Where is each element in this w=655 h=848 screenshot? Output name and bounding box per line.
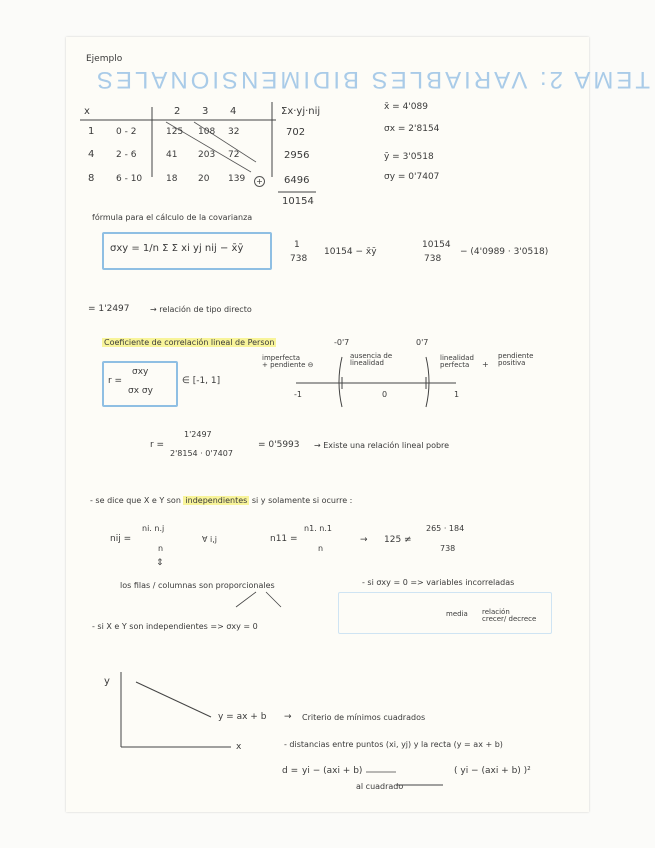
calc-r-label: r = [150,440,165,450]
pearson-denominator: σx σy [128,386,153,396]
plot-y-axis-label: y [104,676,110,687]
d-expression: yi − (axi + b) [302,766,363,776]
d-label: d = [282,766,299,776]
table-y-header: 2 [174,106,181,117]
check-numerator: 265 · 184 [426,524,465,533]
table-cell: 125 [166,127,184,137]
label-absence: ausencia de linealidad [350,352,393,367]
check-not-equal: ≠ [404,535,412,545]
distances-note: - distancias entre puntos (xi, yj) y la recta (y = ax + b) [284,740,503,749]
label-perfect: linealidad perfecta [440,354,474,369]
covariance-formula: σxy = 1/n Σ Σ xi yj nij − x̄ȳ [110,243,244,254]
plus-word: + [482,360,489,369]
sd-x: σx = 2'8154 [384,124,440,134]
table-cell: 20 [198,174,210,184]
check-value: 125 [384,535,402,545]
calc-numerator: 1'2497 [184,430,212,439]
axis-min: -1 [294,390,302,399]
independence-highlight: independientes [185,496,248,505]
pearson-interval: ∈ [-1, 1] [182,376,221,386]
squared-label: al cuadrado [356,782,404,791]
table-row-value: 1 [88,126,95,137]
rows-cols-note: los filas / columnas son proporcionales [120,581,275,590]
pearson-heading [102,339,276,347]
table-sum-header: Σx·yj·nij [281,106,321,117]
relation-label: relación crecer/ decrece [482,608,537,623]
calc-note: → Existe una relación lineal pobre [314,441,450,450]
arrow: → [360,535,368,545]
forall: ∀ i,j [202,535,218,544]
table-cell: 108 [198,127,216,137]
mean-y: ȳ = 3'0518 [384,152,434,162]
fraction-denominator: 738 [424,254,442,264]
covariance-minus-term: − (4'0989 · 3'0518) [460,247,549,257]
check-denominator: 738 [440,544,456,553]
calc-denominator: 2'8154 · 0'7407 [170,449,233,458]
arrow: → [284,712,292,722]
table-cell: 32 [228,127,240,137]
table-cell: 41 [166,150,178,160]
calc-result: = 0'5993 [258,440,300,450]
example-label: Ejemplo [86,54,123,64]
page-title: TEMA 2: VARIABLES BIDIMENSIONALES [94,66,651,93]
plus-circle: + [254,176,265,187]
nij-numerator: ni. n.j [142,524,165,533]
covariance-caption: fórmula para el cálculo de la covarianza [92,213,253,222]
media-label: media [446,610,468,618]
table-row-value: 4 [88,149,95,160]
table-cell: 203 [198,150,216,160]
n11-numerator: n1. n.1 [304,524,332,533]
axis-zero: 0 [382,390,388,399]
table-cell: 72 [228,150,240,160]
mean-x: x̄ = 4'089 [384,102,428,112]
table-row-sum: 702 [286,127,306,138]
n11-label: n11 = [270,534,298,544]
line-equation: y = ax + b [218,712,267,722]
independence-pre: - se dice que X e Y son [90,496,181,505]
drawn-lines [66,37,589,812]
table-row-interval: 6 - 10 [116,174,143,184]
covariance-note: → relación de tipo directo [150,305,252,314]
pearson-numerator: σxy [132,367,149,377]
label-imperfect: imperfecta + pendiente ⊖ [262,354,314,369]
label-positive: pendiente positiva [498,352,534,367]
table-row-sum: 6496 [284,175,310,186]
table-total: 10154 [282,196,314,207]
tick-positive: 0'7 [416,338,429,347]
table-row-interval: 2 - 6 [116,150,137,160]
table-cell: 139 [228,174,246,184]
cov-zero-note: - si σxy = 0 => variables incorreladas [362,578,515,587]
n11-denominator: n [318,544,324,553]
nij-denominator: n [158,544,164,553]
fraction-denominator: 738 [290,254,308,264]
nij-label: nij = [110,534,132,544]
squared-expression: ( yi − (axi + b) )² [454,766,531,776]
pearson-r-label: r = [108,376,123,386]
covariance-result: = 1'2497 [88,304,130,314]
independent-implication: - si X e Y son independientes => σxy = 0 [92,622,258,631]
equivalence-marks: ⇕ [156,558,164,568]
pearson-heading-text: Coeficiente de correlación lineal de Person [104,338,275,347]
sd-y: σy = 0'7407 [384,172,440,182]
criterion-label: Criterio de mínimos cuadrados [302,713,426,722]
fraction-numerator: 1 [294,240,300,250]
independence-post: si y solamente si ocurre : [251,496,353,505]
table-y-header: 3 [202,106,209,117]
covariance-term: 10154 − x̄ȳ [324,247,377,257]
table-x-header: x [84,106,90,117]
plot-x-axis-label: x [236,742,242,752]
fraction-numerator: 10154 [422,240,451,250]
axis-max: 1 [454,390,460,399]
table-row-sum: 2956 [284,150,310,161]
table-y-header: 4 [230,106,237,117]
tick-negative: -0'7 [334,338,350,347]
notebook-page [66,37,651,812]
independence-intro [90,497,352,505]
table-row-value: 8 [88,173,95,184]
table-cell: 18 [166,174,178,184]
table-row-interval: 0 - 2 [116,127,137,137]
